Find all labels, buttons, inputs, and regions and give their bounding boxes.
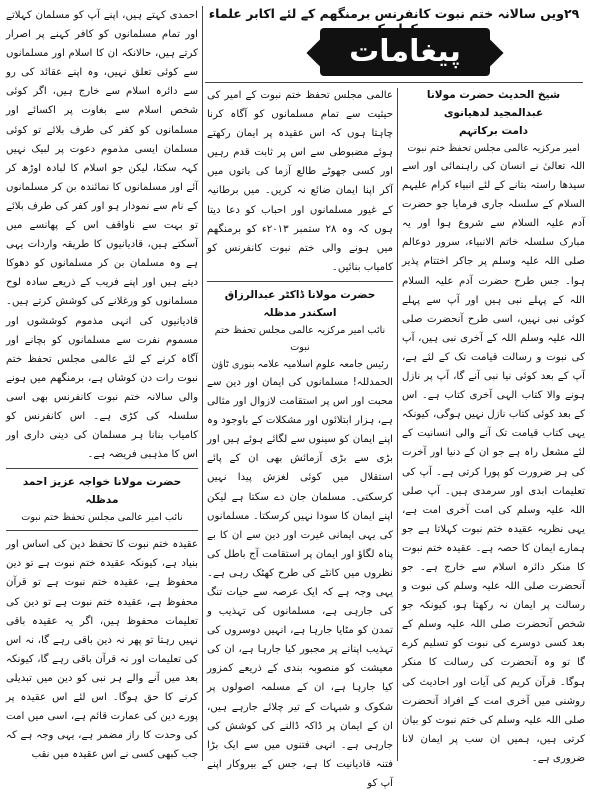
header-divider [205,82,583,83]
header-top-line: ۲۹ویں سالانہ ختم نبوت کانفرنس برمنگھم کے لئے اکابر علماء [208,6,580,21]
byline-khwaja-aziz-title: نائب امیر عالمی مجلس تحفظ ختم نبوت [21,512,183,524]
message-abdul-majeed-body: اللہ تعالیٰ نے انسان کی راہنمائی اور اسے سیدھا راستہ بتانے کے لئے انبیاء کرام علیہم السلام کے سلسلہ جاری فرمایا جو حضرت آدم علیہ السلام سے شروع ہوا اور یہ مبارک سلسلہ خاتم الانبیاء، سرور دوعالم صلی اللہ علیہ وسلم پر جاکر اختتام پذیر ہوا۔ جس طرح حضرت آدم علیہ السلام اللہ کے پہلے نبی ہیں اور آپ سے پہلے کوئی نبی نہیں، اسی طرح آنحضرت صلی اللہ علیہ وسلم اللہ کے آخری نبی ہیں، آپ کی نبوت و رسالت قیامت تک کے لئے ہے، آپ کے بعد کوئی نیا نبی آنے گا، آپ پر نازل ہونے والا کتاب الہی آخری کتاب ہے۔ اس کے بعد کوئی کتاب نازل نہیں ہوگی، کیونکہ یہی کتاب قیامت تک آنے والی انسانیت کے لئے مشعل راہ ہے جو ان کے دنیا اور آخرت کی ہر ضرورت کو پورا کرتی ہے۔ آپ کی تعلیمات ابدی اور سرمدی ہیں۔ آپ صلی اللہ علیہ وسلم کی امت آخری امت ہے، یہی نظریہ عقیدہ ختم نبوت کہلاتا ہے جو ہمارے ایمان کا حصہ ہے۔ عقیدہ ختم نبوت کا منکر دائرہ اسلام سے خارج ہے۔ جو آنحضرت صلی اللہ علیہ وسلم کی نبوت و رسالت پر ایمان نہ رکھتا ہو، کیونکہ جو شخص آنحضرت صلی اللہ علیہ وسلم کے بعد کسی دوسرے کی نبوت کو تسلیم کرے گا تو وہ آنحضرت کی رسالت کا منکر ہوگا۔ قرآن کریم کی آیات اور احادیث کی روشنی میں آخری امت کے افراد آنحضرت صلی اللہ علیہ وسلم کی ختم نبوت کو بیان کرتی ہیں، ہمیں ان سب پر ایمان لانا ضروری ہے۔ [402,161,585,764]
byline-abdul-razzaq-title-2: رئیس جامعہ علوم اسلامیہ علامہ بنوری ٹاؤن [211,358,389,370]
byline-abdul-razzaq-title-1: نائب امیر مرکزیہ عالمی مجلس تحفظ ختم نبوت [214,324,386,353]
message-abdul-razzaq-continued: احمدی کہتے ہیں، اپنے آپ کو مسلمان کہلاتے اور تمام مسلمانوں کو کافر کہنے پر اصرار کرتے ہیں، حالانکہ ان کا اسلام اور مسلمانوں سے کوئی تعلق نہیں، وہ اپنے عقائد کی رو سے دائرہ اسلام سے خارج ہیں، اگر کوئی شخص اسلام سے بغاوت پر اکسائے اور مسلمانوں کو کفر کی طرف بلائے تو کوئی مسلمان ایسی مذموم دعوت پر لبیک نہیں کہہ سکتا، لیکن جو اسلام کا لبادہ اوڑھ کر آئے اور مسلمانوں کا نمائندہ بن کر مسلمانوں کے نام سے نمودار ہو اور کفر کی طرف بلائے تو بہت سے ناواقف اس کے پھانسے میں آسکتے ہیں، قادیانیوں کا طریقہ واردات یہی ہے وہ مسلمان بن کر مسلمانوں کو دھوکا دیتے ہیں اور اپنے فریب کے ذریعے سادہ لوح مسلمانوں کو ورغلانے کی کوشش کرتے ہیں۔ قادیانیوں کی انہی مذموم کوششوں اور مسموم نفرت سے مسلمانوں کو بچانے اور آگاہ کرنے کے لئے عالمی مجلس تحفظ ختم نبوت رات دن کوشاں ہے، برمنگھم میں ہونے والی سالانہ ختم نبوت کانفرنس بھی اسی سلسلہ کی کڑی ہے۔ اس کانفرنس کو کامیاب بنانا ہر مسلمان کی دینی داری اور اس کا مذہبی فریضہ ہے۔ [6,10,198,461]
message-abdul-razzaq-body: الحمدللہ! مسلمانوں کی ایمان اور دین سے محبت اور اس پر استقامت لازوال اور مثالی ہے، ہزار ابتلائوں اور مشکلات کے باوجود وہ اپنے ایمان کو سینوں سے لگائے ہوئے ہیں اور بڑی سے بڑی آزمائش بھی ان کے پائے استقلال میں کوئی لغزش پیدا نہیں کرسکتی۔ مسلمان جان دے سکتا ہے لیکن اپنے ایمان کا سودا نہیں کرسکتا۔ مسلمانوں کی یہی ایمانی غیرت اور دین سے ان کا بے پناہ لگاؤ اور ایمان پر استقامت آج باطل کی نظروں میں کانٹے کی طرح کھٹک رہی ہے۔ یہی وجہ ہے کہ ایک عرصہ سے حیات تنگ کی جارہی ہے، مسلمانوں کی تہذیب و تمدن کو مٹایا جارہا ہے، انہیں دوسروں کی تہذیب اپنانے پر مجبور کیا جارہا ہے، ان کی معیشت کو منصوبہ بندی کے ذریعے کمزور کیا جارہا ہے، ان کے مسلمہ اصولوں پر شکوک و شبہات کے تیر چلائے جارہے ہیں، ان کے ایمان پر ڈاکہ ڈالنے کی کوشش کی جارہی ہے۔ انہی فتنوں میں سے ایک بڑا فتنہ قادیانیت کا ہے، جس کے بیروکار اپنے آپ کو [207,376,393,789]
byline-abdul-majeed-honorific: دامت برکاتہم [458,125,529,137]
column-divider-right [397,88,398,761]
byline-abdul-majeed-name: شیخ الحدیث حضرت مولانا عبدالمجید لدھیانوی [426,89,561,119]
article-column-left [6,6,198,762]
byline-abdul-majeed-title: امیر مرکزیہ عالمی مجلس تحفظ ختم نبوت [407,143,580,154]
message-separator [6,530,198,531]
message-separator [207,281,393,282]
message-khwaja-aziz-body: عقیدہ ختم نبوت کا تحفظ دین کی اساس اور بنیاد ہے، کیونکہ عقیدہ ختم نبوت ہے تو دین محفوظ ہے، عقیدہ ختم نبوت ہے تو قرآن محفوظ ہے، عقیدہ ختم نبوت ہے تو دین کی تعلیمات محفوظ ہیں، اگر یہ عقیدہ باقی نہیں رہتا تو پھر نہ دین باقی رہے گا، نہ اس کی تعلیمات اور نہ قرآن باقی رہے گا، کیونکہ بعد میں آنے والے ہر نبی کو دین میں تبدیلی کرنے کا حق ہوگا۔ اس لئے اس عقیدہ پر پورے دین کی عمارت قائم ہے، اسی میں امت کی وحدت کا راز مضمر ہے، یہی وجہ ہے کہ جب کبھی کسی نے اس عقیدہ میں نقب [6,539,198,761]
message-abdul-majeed-continued: عالمی مجلس تحفظ ختم نبوت کے امیر کی حیثیت سے تمام مسلمانوں کو آگاہ کرنا چاہتا ہوں کہ اس عقیدہ پر ایمان رکھتے ہوئے مضبوطی سے اس پر ثابت قدم رہیں اور کسی جھوٹے طالع آزما کی باتوں میں آکر اپنا ایمان ضائع نہ کریں۔ میں برطانیہ کے غیور مسلمانوں اور احباب کو دعا دیتا ہوں کہ وہ ۲۸ ستمبر ۲۰۱۳ء کو برمنگھم میں ہونے والی ختم نبوت کانفرنس کو کامیاب بنائیں۔ [207,90,393,273]
column-divider-left [202,6,203,761]
header-title-banner: پیغامات [320,28,490,76]
message-separator [6,468,198,469]
article-column-right [402,86,585,762]
byline-abdul-razzaq-name: حضرت مولانا ڈاکٹر عبدالرزاق اسکندر مدظلہ [224,288,376,319]
article-column-middle [207,86,393,789]
byline-khwaja-aziz-name: حضرت مولانا خواجہ عزیز احمد مدظلہ [22,476,182,507]
